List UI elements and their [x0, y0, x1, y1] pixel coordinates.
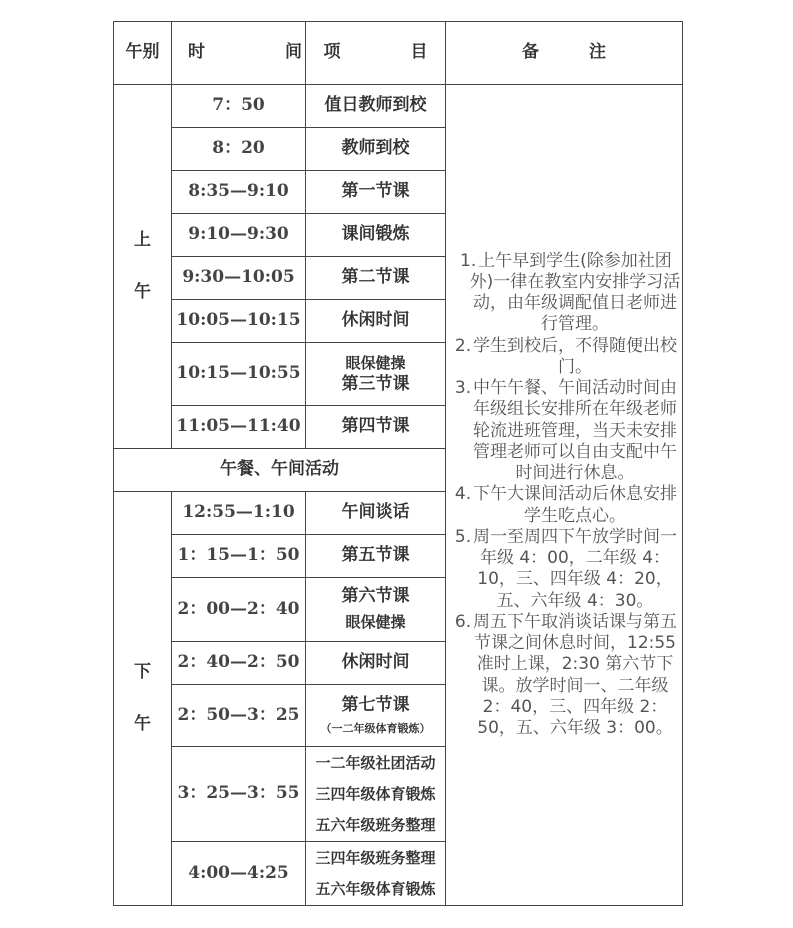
header-notes-b: 注	[589, 42, 606, 63]
morning-label-1: 上	[134, 230, 151, 251]
time-cell: 11:05—11:40	[172, 406, 306, 449]
time-cell: 10:15—10:55	[172, 343, 306, 406]
schedule-table	[113, 21, 683, 906]
item-line: 一二年级社团活动	[315, 753, 436, 772]
item-line: 第七节课	[341, 695, 410, 715]
item-line: 三四年级体育锻炼	[315, 784, 436, 803]
item-cell: 第二节课	[306, 257, 446, 300]
time-cell: 1：15—1：50	[172, 535, 306, 578]
item-cell: 教师到校	[306, 128, 446, 171]
note-item: 4. 下午大课间活动后休息安排学生吃点心。	[454, 484, 677, 526]
header-item-a: 项	[323, 42, 341, 63]
note-item: 2. 学生到校后，不得随便出校门。	[454, 335, 677, 377]
header-notes	[446, 22, 683, 85]
item-line: 五六年级体育锻炼	[315, 879, 436, 898]
time-cell: 8:35—9:10	[172, 171, 306, 214]
item-line: 眼保健操	[345, 612, 406, 631]
time-cell: 7：50	[172, 85, 306, 128]
afternoon-label-2: 午	[134, 713, 151, 734]
morning-label	[114, 85, 172, 449]
header-time-a: 时	[188, 42, 205, 63]
item-cell	[306, 343, 446, 406]
item-line: 第三节课	[341, 373, 410, 394]
note-item: 5. 周一至周四下午放学时间一年级 4：00，二年级 4：10，三、四年级 4：20，五、六年级 4：30。	[454, 526, 677, 611]
item-cell: 第一节课	[306, 171, 446, 214]
time-cell: 2：40—2：50	[172, 642, 306, 685]
item-cell: 值日教师到校	[306, 85, 446, 128]
notes-cell	[446, 85, 683, 906]
note-item: 3. 中午午餐、午间活动时间由年级组长安排所在年级老师轮流进班管理，当天未安排管理老师可以自由支配中午时间进行休息。	[454, 378, 677, 484]
item-cell: 午间谈话	[306, 492, 446, 535]
time-cell: 12:55—1:10	[172, 492, 306, 535]
item-cell	[306, 842, 446, 906]
notes-list	[446, 251, 682, 740]
time-cell: 8：20	[172, 128, 306, 171]
header-time	[172, 22, 306, 85]
note-item: 6. 周五下午取消谈话课与第五节课之间休息时间，12:55 准时上课，2:30 第六节下课。放学时间一、二年级 2：40，三、四年级 2：50，五、六年级 3：00。	[454, 611, 677, 739]
time-cell: 9:30—10:05	[172, 257, 306, 300]
item-cell: 第五节课	[306, 535, 446, 578]
item-cell	[306, 578, 446, 642]
item-line: 眼保健操	[345, 353, 406, 372]
time-cell: 2：00—2：40	[172, 578, 306, 642]
header-item-b: 目	[410, 42, 428, 63]
item-cell: 休闲时间	[306, 642, 446, 685]
time-cell: 10:05—10:15	[172, 300, 306, 343]
item-cell: 第四节课	[306, 406, 446, 449]
header-item	[306, 22, 446, 85]
item-cell: 休闲时间	[306, 300, 446, 343]
note-item: 1. 上午早到学生(除参加社团外)一律在教室内安排学习活动，由年级调配值日老师进行管理。	[460, 250, 681, 335]
item-cell: 课间锻炼	[306, 214, 446, 257]
table-row	[114, 85, 683, 128]
item-line: （一二年级体育锻炼）	[320, 722, 431, 736]
item-line: 第六节课	[341, 586, 410, 607]
item-line: 五六年级班务整理	[315, 815, 436, 834]
header-time-b: 间	[285, 42, 302, 63]
header-row	[114, 22, 683, 85]
afternoon-label-1: 下	[134, 662, 151, 683]
time-cell: 4:00—4:25	[172, 842, 306, 906]
item-line: 三四年级班务整理	[315, 848, 436, 867]
item-cell	[306, 685, 446, 747]
lunch-cell: 午餐、午间活动	[114, 449, 446, 492]
time-cell: 3：25—3：55	[172, 747, 306, 842]
header-notes-a: 备	[522, 42, 539, 63]
header-period: 午别	[114, 22, 172, 85]
time-cell: 9:10—9:30	[172, 214, 306, 257]
afternoon-label	[114, 492, 172, 906]
time-cell: 2：50—3：25	[172, 685, 306, 747]
item-cell	[306, 747, 446, 842]
morning-label-2: 午	[134, 281, 151, 302]
